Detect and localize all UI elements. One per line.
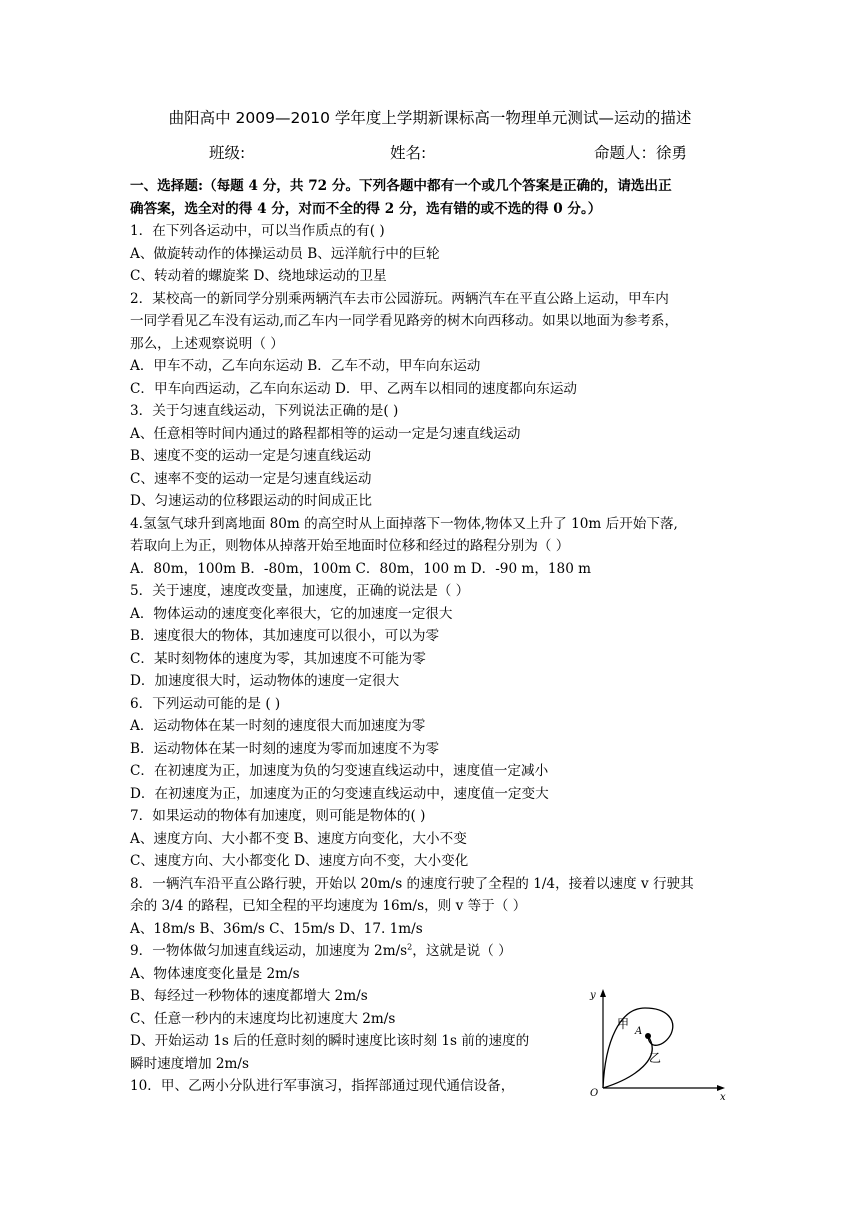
path-jia [603, 1008, 673, 1088]
q9-option-b: B、每经过一秒物体的速度都增大 2m/s [130, 988, 368, 1004]
q9-option-a: A、物体速度变化量是 2m/s [130, 965, 300, 982]
text-line: 余的 3/4 的路程，已知全程的平均速度为 16m/s，则 v 等于（ ） [130, 898, 527, 914]
q9-option-d1: D、开始运动 1s 后的任意时刻的瞬时速度比该时刻 1s 前的速度的 [130, 1033, 530, 1049]
text-line: A．物体运动的速度变化率很大，它的加速度一定很大 [130, 605, 453, 622]
text-line: 若取向上为正，则物体从掉落开始至地面时位移和经过的路程分别为（ ） [130, 538, 570, 554]
author-label: 命题人：徐勇 [594, 144, 688, 162]
text-line: A、18m/s B、36m/s C、15m/s D、17. 1m/s [130, 920, 423, 937]
text-line: A、速度方向、大小都不变 B、速度方向变化，大小不变 [130, 830, 467, 847]
a-label: A [635, 1026, 643, 1037]
text-line: 那么，上述观察说明（ ） [130, 335, 284, 352]
trajectory-figure [585, 986, 730, 1101]
text-line: A．甲车不动，乙车向东运动 B．乙车不动，甲车向东运动 [130, 358, 481, 374]
text-line: 2．某校高一的新同学分别乘两辆汽车去市公园游玩。两辆汽车在平直公路上运动，甲车内 [130, 290, 669, 307]
section-heading-line2: 确答案，选全对的得 4 分，对而不全的得 2 分，选有错的或不选的得 0 分。） [130, 200, 602, 217]
text-line: A．80m，100m B．-80m，100m C．80m，100 m D．-90 m，180 m [130, 560, 592, 577]
jia-label: 甲 [617, 1017, 630, 1031]
q10-stem: 10．甲、乙两小分队进行军事演习，指挥部通过现代通信设备， [130, 1078, 515, 1094]
text-line: D．加速度很大时，运动物体的速度一定很大 [130, 673, 400, 689]
text-line: 8．一辆汽车沿平直公路行驶，开始以 20m/s 的速度行驶了全程的 1/4，接着以速度 v 行驶其 [130, 875, 694, 892]
text-line: C、速率不变的运动一定是匀速直线运动 [130, 470, 372, 487]
q9-option-c: C、任意一秒内的末速度均比初速度大 2m/s [130, 1010, 396, 1027]
text-line: 7．如果运动的物体有加速度，则可能是物体的( ) [130, 808, 426, 824]
text-line: A、任意相等时间内通过的路程都相等的运动一定是匀速直线运动 [130, 425, 521, 442]
text-line: B．运动物体在某一时刻的速度为零而加速度不为零 [130, 740, 440, 757]
y-label: y [590, 990, 596, 1001]
point-a [645, 1033, 651, 1039]
text-line: C．某时刻物体的速度为零，其加速度不可能为零 [130, 650, 426, 667]
text-line: B、速度不变的运动一定是匀速直线运动 [130, 448, 372, 464]
text-line: 6．下列运动可能的是 ( ) [130, 695, 281, 712]
text-line: 3．关于匀速直线运动，下列说法正确的是( ) [130, 403, 399, 419]
text-line: A．运动物体在某一时刻的速度很大而加速度为零 [130, 718, 426, 734]
page-title: 曲阳高中 2009—2010 学年度上学期新课标高一物理单元测试—运动的描述 [168, 109, 692, 127]
text-line: 一同学看见乙车没有运动,而乙车内一同学看见路旁的树木向西移动。如果以地面为参考系， [130, 313, 679, 329]
text-line: D．在初速度为正，加速度为正的匀变速直线运动中，速度值一定变大 [130, 785, 549, 802]
text-line: B．速度很大的物体，其加速度可以很小，可以为零 [130, 628, 440, 644]
q9-stem [130, 940, 730, 963]
text-line: 1．在下列各运动中，可以当作质点的有( ) [130, 223, 385, 239]
text-line: C．甲车向西运动，乙车向东运动 D．甲、乙两车以相同的速度都向东运动 [130, 380, 578, 397]
q9-stem-sup: 2 [407, 942, 413, 952]
text-line: C．在初速度为正，加速度为负的匀变速直线运动中，速度值一定减小 [130, 763, 549, 779]
x-label: x [720, 1092, 726, 1101]
yi-label: 乙 [649, 1051, 662, 1065]
text-line: A、做旋转动作的体操运动员 B、远洋航行中的巨轮 [130, 245, 440, 262]
y-axis-arrow [600, 989, 606, 997]
section-heading-line1: 一、选择题:（每题 4 分，共 72 分。下列各题中都有一个或几个答案是正确的，请选出正 [130, 178, 672, 194]
q9-option-d2: 瞬时速度增加 2m/s [130, 1055, 249, 1072]
name-label: 姓名: [390, 144, 427, 162]
question-body [130, 175, 730, 1098]
class-label: 班级: [209, 144, 246, 162]
origin-label: O [590, 1088, 599, 1099]
text-line: 5．关于速度，速度改变量，加速度，正确的说法是（ ） [130, 583, 470, 599]
q9-stem-b: ，这就是说（ ） [412, 943, 512, 959]
text-line: C、速度方向、大小都变化 D、速度方向不变，大小变化 [130, 853, 469, 869]
q9-stem-a: 9．一物体做匀加速直线运动，加速度为 2m/s [130, 943, 408, 959]
text-line: C、转动着的螺旋桨 D、绕地球运动的卫星 [130, 268, 387, 284]
text-line: 4.氢氢气球升到离地面 80m 的高空时从上面掉落下一物体,物体又上升了 10m 后开始下落, [130, 515, 678, 532]
x-axis-arrow [717, 1085, 725, 1091]
text-line: D、匀速运动的位移跟运动的时间成正比 [130, 493, 372, 509]
